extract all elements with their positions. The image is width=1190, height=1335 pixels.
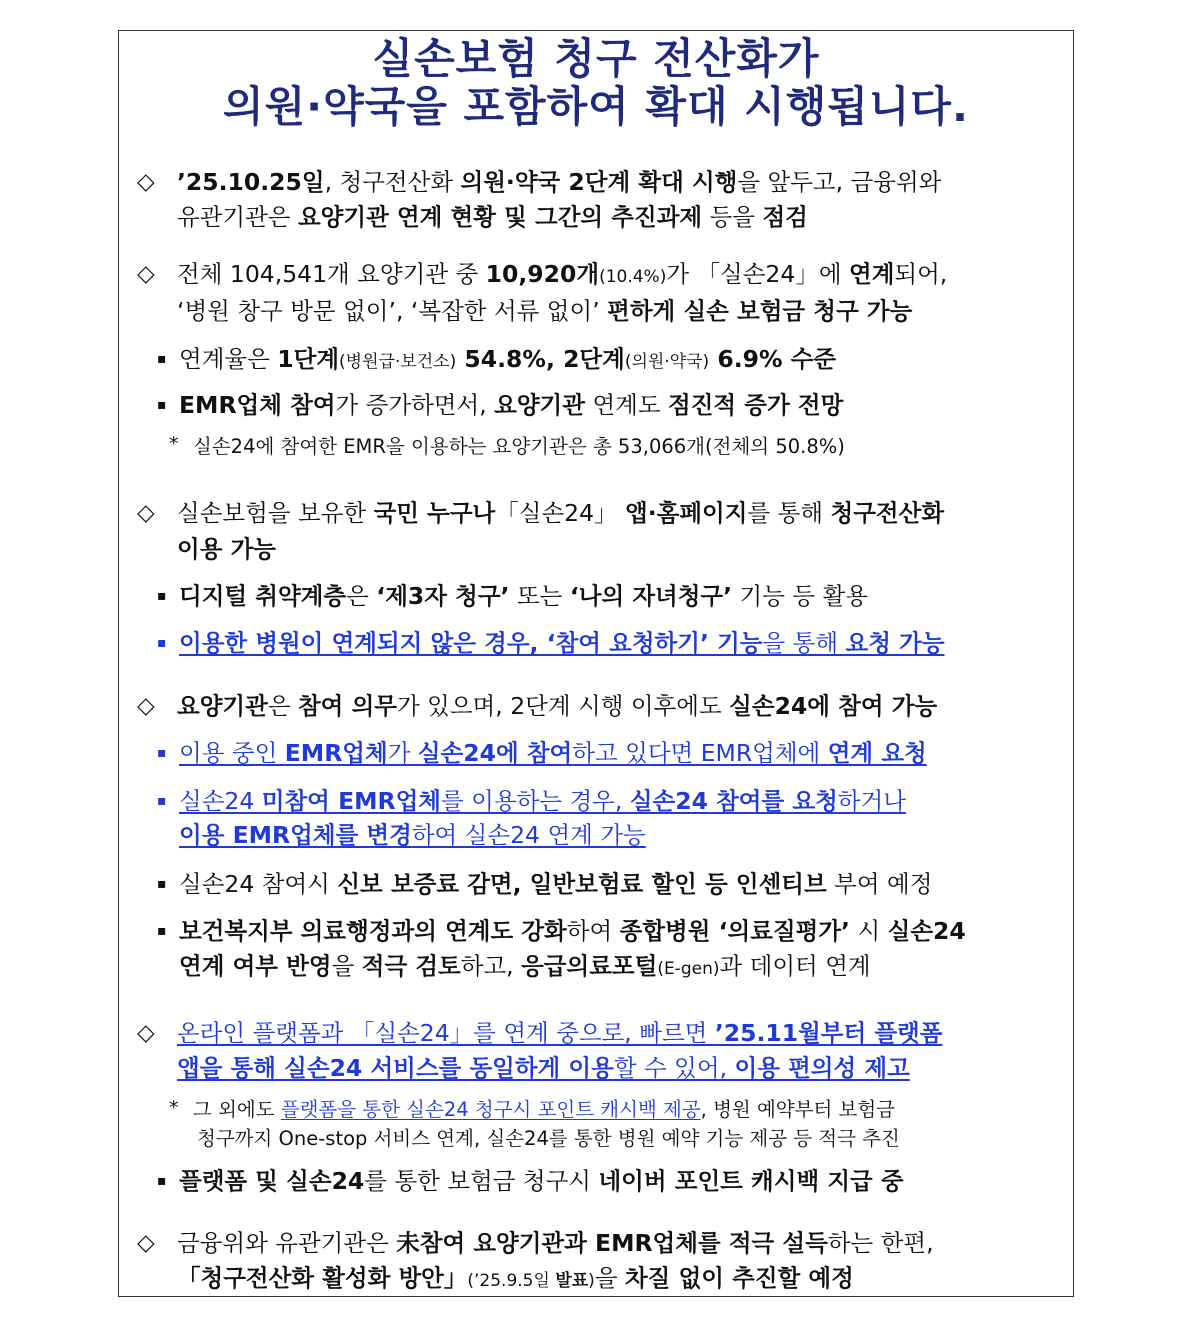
- asterisk-note-icon: *: [169, 1097, 179, 1119]
- diamond-bullet-icon: ◇: [137, 693, 155, 719]
- platform-footnote-line-2: 청구까지 One-stop 서비스 연계, 실손24를 통한 병원 예약 기능 제공 등 적극 추진: [197, 1127, 900, 1150]
- square-bullet-icon: ▪: [157, 745, 167, 761]
- platform-footnote-line-1: 그 외에도 플랫폼을 통한 실손24 청구시 포인트 캐시백 제공, 병원 예약부터 보험금: [193, 1098, 895, 1121]
- document-frame: [118, 30, 1074, 1297]
- section-6-line-1: 금융위와 유관기관은 未참여 요양기관과 EMR업체를 적극 설득하는 한편,: [177, 1229, 934, 1257]
- emr-in-use-line: 이용 중인 EMR업체가 실손24에 참여하고 있다면 EMR업체에 연계 요청: [179, 739, 927, 767]
- diamond-bullet-icon: ◇: [137, 1020, 155, 1046]
- section-3-line-1: 실손보험을 보유한 국민 누구나「실손24」 앱·홈페이지를 통해 청구전산화: [177, 499, 945, 527]
- diamond-bullet-icon: ◇: [137, 500, 155, 526]
- page-title-line-2: 의원·약국을 포함하여 확대 시행됩니다.: [223, 82, 969, 131]
- diamond-bullet-icon: ◇: [137, 1230, 155, 1256]
- page-title-line-1: 실손보험 청구 전산화가: [372, 34, 820, 83]
- incentive-line: 실손24 참여시 신보 보증료 감면, 일반보험료 할인 등 인센티브 부여 예정: [179, 870, 933, 898]
- non-participating-emr-line-1: 실손24 미참여 EMR업체를 이용하는 경우, 실손24 참여를 요청하거나: [179, 787, 906, 815]
- section-5-line-2: 앱을 통해 실손24 서비스를 동일하게 이용할 수 있어, 이용 편의성 제고: [177, 1054, 910, 1082]
- section-2-line-2: ‘병원 창구 방문 없이’, ‘복잡한 서류 없이’ 편하게 실손 보험금 청구 가능: [177, 297, 913, 325]
- digital-vulnerable-line: 디지털 취약계층은 ‘제3자 청구’ 또는 ‘나의 자녀청구’ 기능 등 활용: [179, 582, 868, 610]
- section-5-line-1: 온라인 플랫폼과 「실손24」를 연계 중으로, 빠르면 ’25.11월부터 플랫폼: [177, 1019, 943, 1047]
- square-bullet-icon: ▪: [157, 923, 167, 939]
- square-bullet-icon: ▪: [157, 876, 167, 892]
- square-bullet-icon: ▪: [157, 351, 167, 367]
- section-3-line-2: 이용 가능: [177, 535, 276, 563]
- welfare-ministry-line-1: 보건복지부 의료행정과의 연계도 강화하여 종합병원 ‘의료질평가’ 시 실손24: [179, 917, 966, 945]
- connection-rate-line: 연계율은 1단계(병원급·보건소) 54.8%, 2단계(의원·약국) 6.9% 수준: [179, 345, 837, 373]
- section-6-line-2: 「청구전산화 활성화 방안」(’25.9.5일 발표)을 차질 없이 추진할 예정: [177, 1264, 854, 1292]
- emr-participation-line: EMR업체 참여가 증가하면서, 요양기관 연계도 점진적 증가 전망: [179, 391, 844, 419]
- square-bullet-icon: ▪: [157, 588, 167, 604]
- section-2-line-1: 전체 104,541개 요양기관 중 10,920개(10.4%)가 「실손24」에 연계되어,: [177, 260, 948, 288]
- asterisk-note-icon: *: [169, 433, 179, 455]
- naver-cashback-line: 플랫폼 및 실손24를 통한 보험금 청구시 네이버 포인트 캐시백 지급 중: [179, 1167, 904, 1195]
- square-bullet-icon: ▪: [157, 397, 167, 413]
- welfare-ministry-line-2: 연계 여부 반영을 적극 검토하고, 응급의료포털(E-gen)과 데이터 연계: [179, 952, 871, 980]
- diamond-bullet-icon: ◇: [137, 261, 155, 287]
- diamond-bullet-icon: ◇: [137, 169, 155, 195]
- square-bullet-icon: ▪: [157, 793, 167, 809]
- section-1-line-2: 유관기관은 요양기관 연계 현황 및 그간의 추진과제 등을 점검: [177, 203, 808, 231]
- non-participating-emr-line-2: 이용 EMR업체를 변경하여 실손24 연계 가능: [179, 821, 646, 849]
- section-1-line-1: ’25.10.25일, 청구전산화 의원·약국 2단계 확대 시행을 앞두고, 금융위와: [177, 168, 942, 196]
- square-bullet-icon: ▪: [157, 1173, 167, 1189]
- section-4-line-1: 요양기관은 참여 의무가 있으며, 2단계 시행 이후에도 실손24에 참여 가능: [177, 692, 938, 720]
- participation-request-line: 이용한 병원이 연계되지 않은 경우, ‘참여 요청하기’ 기능을 통해 요청 가능: [179, 629, 945, 657]
- square-bullet-icon: ▪: [157, 635, 167, 651]
- emr-footnote: 실손24에 참여한 EMR을 이용하는 요양기관은 총 53,066개(전체의 50.8%): [193, 435, 845, 458]
